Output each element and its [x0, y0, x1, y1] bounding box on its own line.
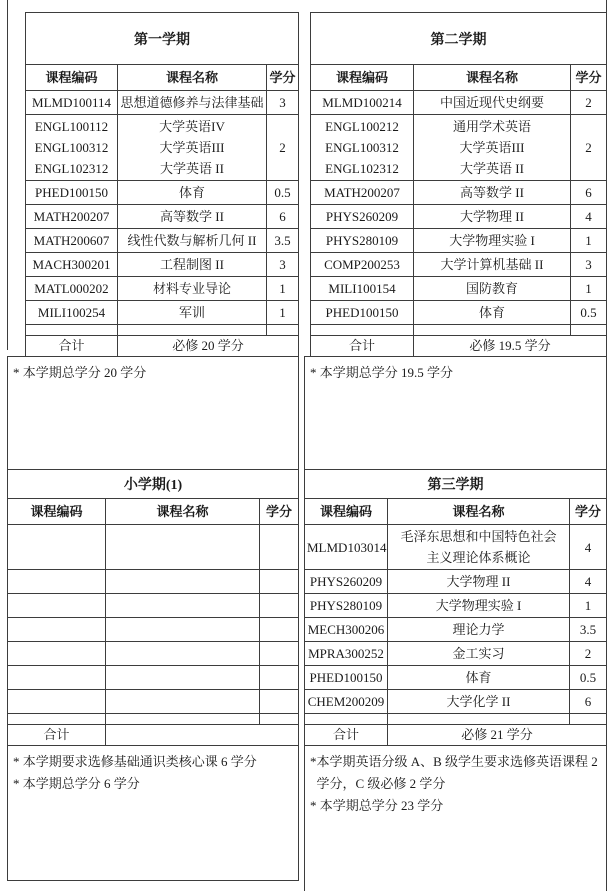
total-value: 必修 21 学分 [388, 725, 607, 746]
credits-cell-text: 3 [279, 95, 286, 110]
course-row [8, 690, 299, 714]
course-code-cell [26, 205, 118, 229]
credits-cell-text: 1 [279, 305, 286, 320]
course-code-cell [26, 277, 118, 301]
credits-cell-text: 1 [279, 281, 286, 296]
credits-cell [266, 301, 298, 325]
credits-cell-text: 0.5 [580, 305, 597, 320]
credits-cell [569, 666, 606, 690]
course-code-cell-text: MPRA300252 [308, 646, 384, 661]
credits-cell-text: 1 [584, 598, 592, 613]
course-code-cell-text [10, 667, 103, 688]
course-row [26, 181, 299, 205]
course-name-cell [118, 205, 267, 229]
credits-cell [266, 277, 298, 301]
credits-cell [569, 570, 606, 594]
header-course-name: 课程名称 [414, 65, 571, 91]
course-name-cell [388, 666, 570, 690]
left-column [7, 12, 299, 881]
header-credits: 学分 [570, 65, 606, 91]
total-value: 必修 20 学分 [118, 336, 299, 357]
table-title: 第三学期 [305, 470, 607, 499]
credits-cell [570, 229, 606, 253]
course-name-cell [118, 91, 267, 115]
course-name-cell [414, 325, 571, 336]
course-name-cell-text: 国防教育 [465, 281, 518, 296]
semester-2-footnote-box [304, 356, 607, 470]
course-code-cell-text [10, 643, 103, 664]
header-course-code: 课程编码 [26, 65, 118, 91]
table-title: 第二学期 [311, 13, 607, 65]
course-row [8, 618, 299, 642]
course-name-cell-text [108, 619, 257, 640]
credits-cell [266, 253, 298, 277]
header-credits: 学分 [260, 499, 299, 525]
course-name-cell-text: 中国近现代史纲要 [439, 95, 544, 110]
credits-cell-text: 6 [585, 185, 592, 200]
course-code-cell-text: PHYS260209 [325, 209, 399, 224]
course-name-cell-text [108, 667, 257, 688]
semester-1-table [25, 12, 299, 357]
table-title-row [305, 470, 607, 499]
course-row [311, 115, 607, 181]
total-row [305, 725, 607, 746]
course-name-cell [118, 229, 267, 253]
credits-cell [569, 642, 606, 666]
course-code-cell-text: PHED100150 [325, 305, 399, 320]
course-code-cell [8, 594, 106, 618]
credits-cell [570, 181, 606, 205]
credits-cell-text: 6 [584, 694, 592, 709]
credits-cell [266, 115, 298, 181]
course-row [26, 229, 299, 253]
total-label: 合计 [26, 336, 118, 357]
credits-cell-text: 3.5 [274, 233, 291, 248]
course-code-cell [8, 570, 106, 594]
course-code-cell [305, 666, 388, 690]
header-credits: 学分 [569, 499, 606, 525]
course-row [311, 91, 607, 115]
credits-cell-text: 0.5 [274, 185, 291, 200]
course-name-cell-text: 思想道德修养与法律基础 [120, 95, 264, 110]
course-name-cell-text: 主义理论体系概论 [426, 550, 531, 565]
credits-cell [260, 570, 299, 594]
header-course-code: 课程编码 [311, 65, 414, 91]
course-code-cell [305, 642, 388, 666]
table-header-row [8, 499, 299, 525]
course-name-cell [106, 690, 260, 714]
course-code-cell [311, 229, 414, 253]
course-name-cell [388, 714, 570, 725]
course-name-cell [388, 618, 570, 642]
course-code-cell-text [10, 691, 103, 712]
credits-cell-text: 2 [279, 140, 286, 155]
course-row [305, 666, 607, 690]
course-name-cell-text: 大学物理 II [460, 209, 524, 224]
course-name-cell-text: 工程制图 II [160, 257, 224, 272]
course-name-cell-text: 高等数学 II [160, 209, 224, 224]
header-credits: 学分 [266, 65, 298, 91]
course-row [305, 594, 607, 618]
course-code-cell-text: MLMD103014 [307, 539, 387, 555]
course-code-cell [26, 115, 118, 181]
right-column [304, 12, 607, 891]
course-code-cell-text: ENGL100312 [34, 140, 109, 155]
course-row [26, 205, 299, 229]
course-name-cell [414, 229, 571, 253]
course-code-cell [311, 253, 414, 277]
course-row [26, 325, 299, 336]
credits-cell [260, 525, 299, 570]
course-code-cell [26, 91, 118, 115]
course-code-cell [8, 642, 106, 666]
course-code-cell-text: PHED100150 [309, 670, 383, 685]
credits-cell-text: 6 [279, 209, 286, 224]
credits-cell [266, 205, 298, 229]
header-course-name: 课程名称 [118, 65, 267, 91]
credits-cell [569, 714, 606, 725]
total-label: 合计 [305, 725, 388, 746]
credits-cell-text: 3 [279, 257, 286, 272]
course-code-cell [8, 714, 106, 725]
course-code-cell-text: MATH200607 [33, 233, 110, 248]
course-name-cell [118, 277, 267, 301]
course-row [26, 115, 299, 181]
course-code-cell-text: MATH200207 [324, 185, 400, 200]
semester-2-table [310, 12, 607, 357]
header-course-name: 课程名称 [388, 499, 570, 525]
credits-cell [570, 115, 606, 181]
course-name-cell-text: 军训 [178, 305, 205, 320]
course-row [8, 642, 299, 666]
course-row [311, 181, 607, 205]
course-code-cell-text: ENGL100212 [325, 119, 399, 134]
course-code-cell-text: ENGL102312 [325, 161, 399, 176]
course-code-cell-text: PHYS260209 [309, 574, 383, 589]
credits-cell [266, 325, 298, 336]
course-name-cell-text: 大学物理实验 I [435, 598, 522, 613]
course-row [8, 570, 299, 594]
summer-term-1-table [7, 469, 299, 746]
course-name-cell-text [108, 643, 257, 664]
course-name-cell-text: 体育 [465, 670, 492, 685]
total-row [311, 336, 607, 357]
credits-cell-text: 4 [584, 539, 592, 555]
course-row [8, 525, 299, 570]
course-code-cell [311, 277, 414, 301]
total-label: 合计 [311, 336, 414, 357]
course-name-cell [414, 277, 571, 301]
credits-cell-text: 1 [585, 233, 592, 248]
total-row [26, 336, 299, 357]
semester-3-footnote-box [304, 745, 607, 891]
course-name-cell-text: 毛泽东思想和中国特色社会 [400, 529, 557, 544]
course-name-cell-text: 大学英语IV [159, 119, 225, 134]
course-code-cell-text [10, 595, 103, 616]
course-code-cell [311, 301, 414, 325]
course-row [311, 229, 607, 253]
course-code-cell [311, 115, 414, 181]
course-name-cell-text [108, 595, 257, 616]
footnote-line: *本学期英语分级 A、B 级学生要求选修英语课程 2 [310, 754, 598, 769]
course-code-cell [305, 714, 388, 725]
table-header-row [311, 65, 607, 91]
course-code-cell [311, 91, 414, 115]
course-row [305, 618, 607, 642]
course-name-cell-text: 体育 [178, 185, 205, 200]
course-row [26, 301, 299, 325]
credits-cell [260, 714, 299, 725]
credits-cell [266, 181, 298, 205]
course-code-cell-text: ENGL102312 [34, 161, 109, 176]
course-code-cell-text: MATH200207 [33, 209, 110, 224]
course-name-cell [106, 570, 260, 594]
course-row [311, 325, 607, 336]
course-name-cell-text: 线性代数与解析几何 II [127, 233, 257, 248]
course-code-cell [26, 229, 118, 253]
course-code-cell [26, 253, 118, 277]
course-name-cell [414, 115, 571, 181]
credits-cell [569, 618, 606, 642]
course-name-cell [106, 642, 260, 666]
course-code-cell-text: PHYS280109 [309, 598, 383, 613]
semester-1-footnote-box [7, 356, 299, 470]
course-name-cell-text: 大学英语 II [160, 161, 224, 176]
course-name-cell [414, 253, 571, 277]
course-code-cell [8, 525, 106, 570]
course-name-cell-text: 大学英语III [159, 140, 225, 155]
course-code-cell-text: ENGL100112 [34, 119, 109, 134]
course-name-cell [414, 301, 571, 325]
course-code-cell-text: MLMD100214 [322, 95, 402, 110]
course-code-cell-text: MATL000202 [34, 281, 109, 296]
course-name-cell-text: 大学物理实验 I [449, 233, 535, 248]
total-value [106, 725, 299, 746]
course-row [311, 301, 607, 325]
course-name-cell-text: 体育 [478, 305, 505, 320]
course-code-cell [8, 618, 106, 642]
course-row [305, 714, 607, 725]
credits-cell [260, 642, 299, 666]
course-name-cell-text [108, 691, 257, 712]
table-title-row [26, 13, 299, 65]
table-title: 第一学期 [26, 13, 299, 65]
course-name-cell [106, 714, 260, 725]
course-name-cell-text [108, 547, 257, 568]
credits-cell [260, 594, 299, 618]
semester-3-table [304, 469, 607, 746]
course-code-cell-text: MILI100154 [328, 281, 396, 296]
course-row [8, 594, 299, 618]
course-name-cell [118, 301, 267, 325]
course-code-cell [305, 525, 388, 570]
course-code-cell-text: PHED100150 [35, 185, 108, 200]
total-row [8, 725, 299, 746]
course-name-cell [118, 325, 267, 336]
footnote-line: * 本学期总学分 20 学分 [13, 365, 147, 380]
footnote-line: * 本学期要求选修基础通识类核心课 6 学分 [13, 754, 257, 769]
credits-cell [266, 229, 298, 253]
credits-cell [569, 690, 606, 714]
course-code-cell [26, 325, 118, 336]
course-name-cell-text: 大学物理 II [446, 574, 511, 589]
table-title-row [311, 13, 607, 65]
course-code-cell [305, 594, 388, 618]
credits-cell [570, 91, 606, 115]
course-code-cell [8, 666, 106, 690]
course-code-cell [305, 570, 388, 594]
course-code-cell [311, 325, 414, 336]
course-name-cell-text: 通用学术英语 [452, 119, 531, 134]
course-code-cell-text: PHYS280109 [325, 233, 399, 248]
course-code-cell [311, 181, 414, 205]
credits-cell-text: 3.5 [579, 622, 597, 637]
table-title-row [8, 470, 299, 499]
course-name-cell [118, 115, 267, 181]
credits-cell-text: 0.5 [579, 670, 597, 685]
course-code-cell-text: MACH300201 [32, 257, 111, 272]
credits-cell [570, 253, 606, 277]
credits-cell [260, 666, 299, 690]
course-row [305, 690, 607, 714]
course-code-cell [311, 205, 414, 229]
course-row [305, 642, 607, 666]
footnote-line: * 本学期总学分 23 学分 [310, 798, 444, 813]
credits-cell [570, 325, 606, 336]
course-name-cell-text: 大学英语III [459, 140, 525, 155]
credits-cell-text: 1 [585, 281, 592, 296]
course-name-cell-text: 材料专业导论 [152, 281, 231, 296]
summer-term-1-footnote-box [7, 745, 299, 881]
footnote-line: * 本学期总学分 19.5 学分 [310, 365, 454, 380]
course-row [26, 253, 299, 277]
course-row [8, 666, 299, 690]
course-code-cell-text: CHEM200209 [307, 694, 385, 709]
footnote-line: 学分，C 级必修 2 学分 [310, 776, 446, 791]
credits-cell [260, 618, 299, 642]
course-name-cell-text: 大学英语 II [460, 161, 524, 176]
header-course-code: 课程编码 [8, 499, 106, 525]
course-row [311, 253, 607, 277]
course-code-cell-text: MECH300206 [307, 622, 385, 637]
course-code-cell [26, 301, 118, 325]
credits-cell [569, 594, 606, 618]
credits-cell-text: 2 [585, 140, 592, 155]
course-code-cell [305, 690, 388, 714]
course-code-cell [26, 181, 118, 205]
course-name-cell [414, 91, 571, 115]
course-code-cell-text [10, 547, 103, 568]
course-name-cell [388, 570, 570, 594]
course-name-cell [414, 181, 571, 205]
total-value: 必修 19.5 学分 [414, 336, 607, 357]
course-code-cell [8, 690, 106, 714]
total-label: 合计 [8, 725, 106, 746]
course-row [305, 570, 607, 594]
credits-cell [570, 301, 606, 325]
course-code-cell-text [10, 571, 103, 592]
course-name-cell [388, 690, 570, 714]
credits-cell [260, 690, 299, 714]
credits-cell [266, 91, 298, 115]
course-name-cell [106, 525, 260, 570]
course-row [26, 277, 299, 301]
course-name-cell-text: 高等数学 II [460, 185, 524, 200]
course-code-cell-text: MLMD100114 [32, 95, 111, 110]
header-course-name: 课程名称 [106, 499, 260, 525]
course-name-cell [106, 666, 260, 690]
course-name-cell [118, 253, 267, 277]
table-header-row [305, 499, 607, 525]
course-row [311, 205, 607, 229]
footnote-line: * 本学期总学分 6 学分 [13, 776, 140, 791]
credits-cell [570, 205, 606, 229]
course-name-cell [118, 181, 267, 205]
course-code-cell [305, 618, 388, 642]
course-name-cell-text: 大学化学 II [446, 694, 511, 709]
course-name-cell-text [108, 571, 257, 592]
course-name-cell [388, 642, 570, 666]
credits-cell-text: 4 [585, 209, 592, 224]
course-code-cell-text [10, 619, 103, 640]
course-code-cell-text [10, 526, 103, 547]
course-code-cell-text: COMP200253 [324, 257, 400, 272]
course-row [311, 277, 607, 301]
course-name-cell [388, 594, 570, 618]
course-name-cell-text [108, 526, 257, 547]
credits-cell [569, 525, 606, 570]
credits-cell [570, 277, 606, 301]
credits-cell-text: 2 [584, 646, 592, 661]
course-code-cell-text: MILI100254 [37, 305, 106, 320]
header-course-code: 课程编码 [305, 499, 388, 525]
credits-cell-text: 4 [584, 574, 592, 589]
course-name-cell [388, 525, 570, 570]
credits-cell-text: 3 [585, 257, 592, 272]
course-name-cell-text: 大学计算机基础 II [440, 257, 544, 272]
course-name-cell [414, 205, 571, 229]
course-name-cell-text: 金工实习 [452, 646, 505, 661]
course-name-cell [106, 594, 260, 618]
course-row [8, 714, 299, 725]
course-name-cell [106, 618, 260, 642]
course-row [305, 525, 607, 570]
credits-cell-text: 2 [585, 95, 592, 110]
table-header-row [26, 65, 299, 91]
table-title: 小学期(1) [8, 470, 299, 499]
course-row [26, 91, 299, 115]
course-code-cell-text: ENGL100312 [325, 140, 399, 155]
course-name-cell-text: 理论力学 [452, 622, 505, 637]
